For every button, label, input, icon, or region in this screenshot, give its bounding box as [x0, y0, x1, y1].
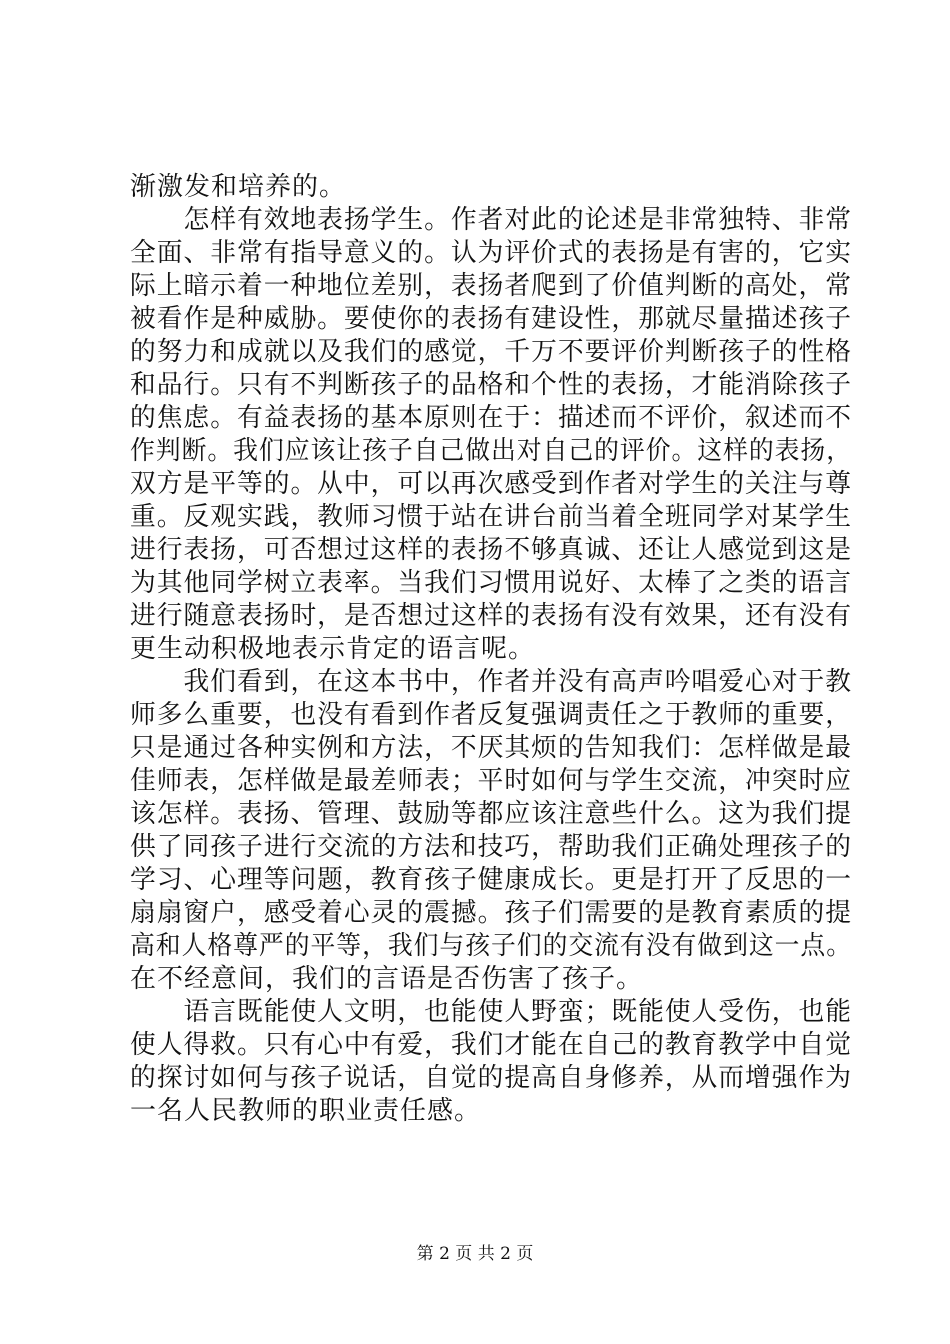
text-line: 怎样有效地表扬学生。作者对此的论述是非常独特、非常	[130, 205, 853, 235]
text-line: 重。反观实践，教师习惯于站在讲台前当着全班同学对某学生	[130, 502, 853, 532]
text-line: 的努力和成就以及我们的感觉，千万不要评价判断孩子的性格	[130, 337, 853, 367]
text-line: 师多么重要，也没有看到作者反复强调责任之于教师的重要，	[130, 700, 853, 730]
text-line: 被看作是种威胁。要使你的表扬有建设性，那就尽量描述孩子	[130, 304, 853, 334]
text-line: 双方是平等的。从中，可以再次感受到作者对学生的关注与尊	[130, 469, 853, 499]
text-line: 的焦虑。有益表扬的基本原则在于：描述而不评价，叙述而不	[130, 403, 853, 433]
text-line: 更生动积极地表示肯定的语言呢。	[130, 634, 536, 664]
text-line: 和品行。只有不判断孩子的品格和个性的表扬，才能消除孩子	[130, 370, 853, 400]
text-line: 该怎样。表扬、管理、鼓励等都应该注意些什么。这为我们提	[130, 799, 853, 829]
text-line: 我们看到，在这本书中，作者并没有高声吟唱爱心对于教	[130, 667, 853, 697]
text-line: 为其他同学树立表率。当我们习惯用说好、太棒了之类的语言	[130, 568, 853, 598]
text-line: 在不经意间，我们的言语是否伤害了孩子。	[130, 964, 644, 994]
text-line: 一名人民教师的职业责任感。	[130, 1096, 482, 1126]
text-line: 只是通过各种实例和方法，不厌其烦的告知我们：怎样做是最	[130, 733, 853, 763]
text-line: 供了同孩子进行交流的方法和技巧，帮助我们正确处理孩子的	[130, 832, 853, 862]
text-line: 学习、心理等问题，教育孩子健康成长。更是打开了反思的一	[130, 865, 853, 895]
text-line: 高和人格尊严的平等，我们与孩子们的交流有没有做到这一点。	[130, 931, 853, 961]
text-line: 进行表扬，可否想过这样的表扬不够真诚、还让人感觉到这是	[130, 535, 853, 565]
text-line: 佳师表，怎样做是最差师表；平时如何与学生交流，冲突时应	[130, 766, 853, 796]
text-line: 扇扇窗户，感受着心灵的震撼。孩子们需要的是教育素质的提	[130, 898, 853, 928]
text-line: 使人得救。只有心中有爱，我们才能在自己的教育教学中自觉	[130, 1030, 853, 1060]
text-line: 的探讨如何与孩子说话，自觉的提高自身修养，从而增强作为	[130, 1063, 853, 1093]
text-line: 语言既能使人文明，也能使人野蛮；既能使人受伤，也能	[130, 997, 853, 1027]
text-line: 际上暗示着一种地位差别，表扬者爬到了价值判断的高处，常	[130, 271, 853, 301]
text-line: 进行随意表扬时，是否想过这样的表扬有没有效果，还有没有	[130, 601, 853, 631]
text-line: 作判断。我们应该让孩子自己做出对自己的评价。这样的表扬，	[130, 436, 853, 466]
text-line: 全面、非常有指导意义的。认为评价式的表扬是有害的，它实	[130, 238, 853, 268]
page-number-footer: 第 2 页 共 2 页	[416, 1244, 534, 1264]
text-line: 渐激发和培养的。	[130, 172, 347, 202]
